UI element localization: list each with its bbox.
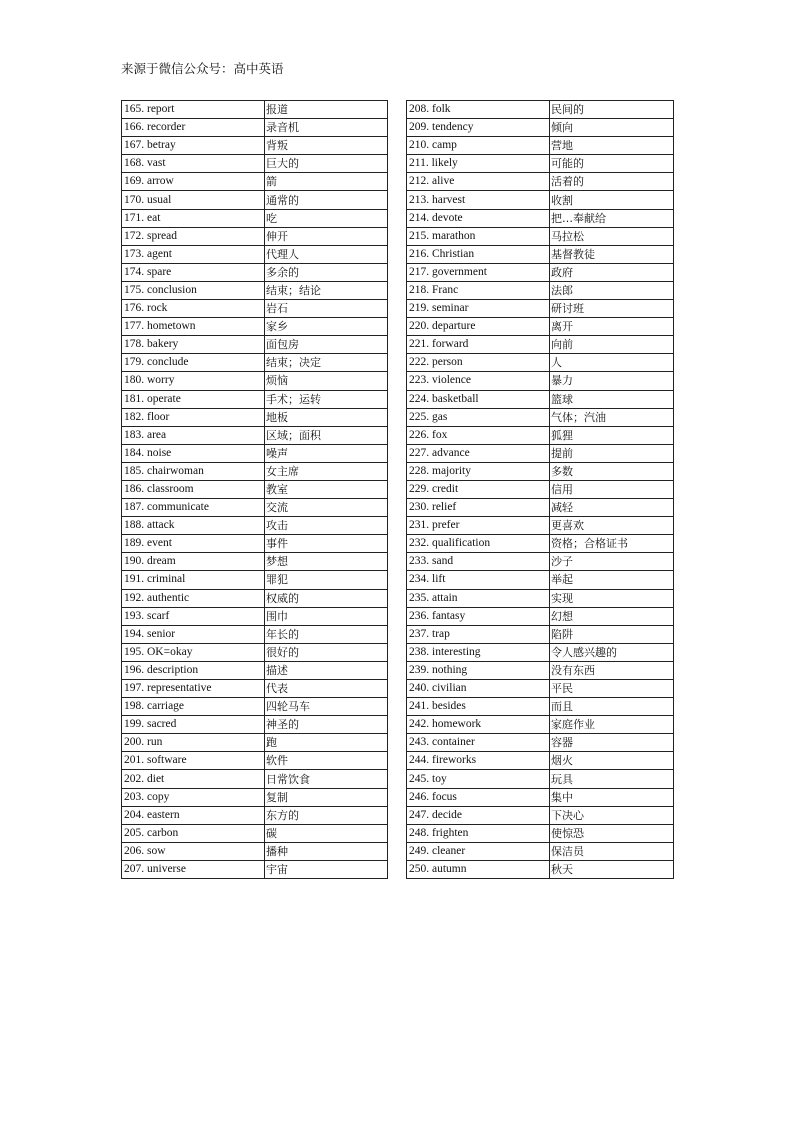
word-cell: 241. besides <box>407 698 550 716</box>
word-cell: 194. senior <box>122 625 265 643</box>
word-cell: 193. scarf <box>122 607 265 625</box>
meaning-cell: 多数 <box>550 462 674 480</box>
table-row <box>407 281 674 299</box>
table-row <box>122 842 388 860</box>
table-row <box>407 698 674 716</box>
table-row <box>407 716 674 734</box>
table-row <box>407 770 674 788</box>
meaning-cell: 民间的 <box>550 101 674 119</box>
word-cell: 196. description <box>122 661 265 679</box>
meaning-cell: 资格；合格证书 <box>550 535 674 553</box>
meaning-cell: 噪声 <box>265 444 388 462</box>
meaning-cell: 举起 <box>550 571 674 589</box>
table-row <box>407 101 674 119</box>
word-cell: 207. universe <box>122 860 265 878</box>
meaning-cell: 减轻 <box>550 499 674 517</box>
meaning-cell: 沙子 <box>550 553 674 571</box>
table-row <box>122 155 388 173</box>
word-cell: 239. nothing <box>407 661 550 679</box>
meaning-cell: 罪犯 <box>265 571 388 589</box>
table-row <box>407 318 674 336</box>
table-row <box>407 824 674 842</box>
word-cell: 206. sow <box>122 842 265 860</box>
table-row <box>407 625 674 643</box>
table-row <box>407 752 674 770</box>
word-cell: 248. frighten <box>407 824 550 842</box>
meaning-cell: 碳 <box>265 824 388 842</box>
meaning-cell: 事件 <box>265 535 388 553</box>
table-row <box>407 462 674 480</box>
meaning-cell: 岩石 <box>265 300 388 318</box>
table-row <box>407 408 674 426</box>
table-row <box>122 716 388 734</box>
word-cell: 242. homework <box>407 716 550 734</box>
word-cell: 176. rock <box>122 300 265 318</box>
word-cell: 166. recorder <box>122 119 265 137</box>
table-row <box>122 245 388 263</box>
word-cell: 188. attack <box>122 517 265 535</box>
table-row <box>407 480 674 498</box>
meaning-cell: 背叛 <box>265 137 388 155</box>
meaning-cell: 家庭作业 <box>550 716 674 734</box>
meaning-cell: 陷阱 <box>550 625 674 643</box>
table-row <box>122 101 388 119</box>
table-row <box>122 281 388 299</box>
word-cell: 237. trap <box>407 625 550 643</box>
word-cell: 216. Christian <box>407 245 550 263</box>
word-cell: 201. software <box>122 752 265 770</box>
word-cell: 240. civilian <box>407 680 550 698</box>
table-row <box>407 336 674 354</box>
meaning-cell: 令人感兴趣的 <box>550 643 674 661</box>
meaning-cell: 权威的 <box>265 589 388 607</box>
table-row <box>407 300 674 318</box>
table-row <box>122 535 388 553</box>
table-row <box>407 137 674 155</box>
meaning-cell: 跑 <box>265 734 388 752</box>
table-row <box>407 372 674 390</box>
word-cell: 209. tendency <box>407 119 550 137</box>
word-cell: 247. decide <box>407 806 550 824</box>
table-row <box>122 589 388 607</box>
word-cell: 229. credit <box>407 480 550 498</box>
table-row <box>407 842 674 860</box>
table-row <box>122 173 388 191</box>
meaning-cell: 容器 <box>550 734 674 752</box>
table-row <box>407 571 674 589</box>
meaning-cell: 没有东西 <box>550 661 674 679</box>
meaning-cell: 家乡 <box>265 318 388 336</box>
table-row <box>122 462 388 480</box>
meaning-cell: 伸开 <box>265 227 388 245</box>
table-row <box>407 661 674 679</box>
word-cell: 213. harvest <box>407 191 550 209</box>
word-cell: 174. spare <box>122 263 265 281</box>
meaning-cell: 结束；结论 <box>265 281 388 299</box>
table-row <box>122 860 388 878</box>
meaning-cell: 箭 <box>265 173 388 191</box>
meaning-cell: 攻击 <box>265 517 388 535</box>
word-cell: 179. conclude <box>122 354 265 372</box>
word-cell: 199. sacred <box>122 716 265 734</box>
meaning-cell: 马拉松 <box>550 227 674 245</box>
word-cell: 208. folk <box>407 101 550 119</box>
meaning-cell: 很好的 <box>265 643 388 661</box>
meaning-cell: 地板 <box>265 408 388 426</box>
word-cell: 183. area <box>122 426 265 444</box>
word-cell: 249. cleaner <box>407 842 550 860</box>
word-cell: 197. representative <box>122 680 265 698</box>
meaning-cell: 神圣的 <box>265 716 388 734</box>
word-cell: 195. OK=okay <box>122 643 265 661</box>
word-cell: 221. forward <box>407 336 550 354</box>
word-cell: 224. basketball <box>407 390 550 408</box>
table-row <box>122 806 388 824</box>
meaning-cell: 集中 <box>550 788 674 806</box>
word-cell: 191. criminal <box>122 571 265 589</box>
word-cell: 190. dream <box>122 553 265 571</box>
vocab-table-left <box>121 100 388 879</box>
meaning-cell: 暴力 <box>550 372 674 390</box>
meaning-cell: 软件 <box>265 752 388 770</box>
word-cell: 181. operate <box>122 390 265 408</box>
meaning-cell: 代表 <box>265 680 388 698</box>
table-row <box>122 698 388 716</box>
table-row <box>407 680 674 698</box>
table-row <box>407 517 674 535</box>
word-cell: 168. vast <box>122 155 265 173</box>
table-row <box>407 390 674 408</box>
word-cell: 210. camp <box>407 137 550 155</box>
word-cell: 228. majority <box>407 462 550 480</box>
meaning-cell: 基督教徒 <box>550 245 674 263</box>
table-row <box>407 860 674 878</box>
word-cell: 178. bakery <box>122 336 265 354</box>
table-row <box>122 354 388 372</box>
word-cell: 182. floor <box>122 408 265 426</box>
table-row <box>407 245 674 263</box>
meaning-cell: 倾向 <box>550 119 674 137</box>
meaning-cell: 描述 <box>265 661 388 679</box>
word-cell: 192. authentic <box>122 589 265 607</box>
vocab-table-left-body <box>122 101 388 879</box>
meaning-cell: 而且 <box>550 698 674 716</box>
meaning-cell: 提前 <box>550 444 674 462</box>
word-cell: 171. eat <box>122 209 265 227</box>
meaning-cell: 报道 <box>265 101 388 119</box>
meaning-cell: 狐狸 <box>550 426 674 444</box>
table-row <box>407 589 674 607</box>
meaning-cell: 面包房 <box>265 336 388 354</box>
meaning-cell: 人 <box>550 354 674 372</box>
meaning-cell: 区域；面积 <box>265 426 388 444</box>
meaning-cell: 篮球 <box>550 390 674 408</box>
meaning-cell: 法郎 <box>550 281 674 299</box>
table-row <box>407 426 674 444</box>
meaning-cell: 下决心 <box>550 806 674 824</box>
source-header: 来源于微信公众号：高中英语 <box>121 61 284 76</box>
word-cell: 220. departure <box>407 318 550 336</box>
table-row <box>407 734 674 752</box>
word-cell: 172. spread <box>122 227 265 245</box>
word-cell: 215. marathon <box>407 227 550 245</box>
table-row <box>407 155 674 173</box>
table-row <box>122 263 388 281</box>
word-cell: 233. sand <box>407 553 550 571</box>
meaning-cell: 录音机 <box>265 119 388 137</box>
meaning-cell: 营地 <box>550 137 674 155</box>
table-row <box>407 535 674 553</box>
table-row <box>122 336 388 354</box>
table-row <box>122 372 388 390</box>
word-cell: 214. devote <box>407 209 550 227</box>
table-row <box>122 227 388 245</box>
word-cell: 177. hometown <box>122 318 265 336</box>
word-cell: 187. communicate <box>122 499 265 517</box>
meaning-cell: 研讨班 <box>550 300 674 318</box>
meaning-cell: 梦想 <box>265 553 388 571</box>
table-row <box>407 444 674 462</box>
meaning-cell: 更喜欢 <box>550 517 674 535</box>
word-cell: 173. agent <box>122 245 265 263</box>
word-cell: 250. autumn <box>407 860 550 878</box>
meaning-cell: 年长的 <box>265 625 388 643</box>
meaning-cell: 通常的 <box>265 191 388 209</box>
meaning-cell: 宇宙 <box>265 860 388 878</box>
meaning-cell: 播种 <box>265 842 388 860</box>
meaning-cell: 保洁员 <box>550 842 674 860</box>
table-row <box>122 824 388 842</box>
word-cell: 236. fantasy <box>407 607 550 625</box>
table-row <box>122 191 388 209</box>
meaning-cell: 四轮马车 <box>265 698 388 716</box>
word-cell: 234. lift <box>407 571 550 589</box>
table-row <box>122 553 388 571</box>
word-cell: 231. prefer <box>407 517 550 535</box>
table-row <box>122 119 388 137</box>
vocab-table-right <box>406 100 674 879</box>
table-row <box>122 137 388 155</box>
word-cell: 211. likely <box>407 155 550 173</box>
word-cell: 184. noise <box>122 444 265 462</box>
table-row <box>407 263 674 281</box>
word-cell: 200. run <box>122 734 265 752</box>
word-cell: 205. carbon <box>122 824 265 842</box>
word-cell: 202. diet <box>122 770 265 788</box>
word-cell: 198. carriage <box>122 698 265 716</box>
table-row <box>122 770 388 788</box>
word-cell: 218. Franc <box>407 281 550 299</box>
meaning-cell: 收割 <box>550 191 674 209</box>
word-cell: 226. fox <box>407 426 550 444</box>
meaning-cell: 烟火 <box>550 752 674 770</box>
table-row <box>407 806 674 824</box>
meaning-cell: 复制 <box>265 788 388 806</box>
word-cell: 204. eastern <box>122 806 265 824</box>
word-cell: 225. gas <box>407 408 550 426</box>
meaning-cell: 教室 <box>265 480 388 498</box>
table-row <box>122 734 388 752</box>
meaning-cell: 代理人 <box>265 245 388 263</box>
table-row <box>407 499 674 517</box>
word-cell: 245. toy <box>407 770 550 788</box>
table-row <box>122 643 388 661</box>
word-cell: 175. conclusion <box>122 281 265 299</box>
word-cell: 212. alive <box>407 173 550 191</box>
meaning-cell: 巨大的 <box>265 155 388 173</box>
meaning-cell: 交流 <box>265 499 388 517</box>
table-row <box>122 444 388 462</box>
word-cell: 203. copy <box>122 788 265 806</box>
table-row <box>407 173 674 191</box>
word-cell: 222. person <box>407 354 550 372</box>
meaning-cell: 政府 <box>550 263 674 281</box>
word-cell: 186. classroom <box>122 480 265 498</box>
meaning-cell: 向前 <box>550 336 674 354</box>
meaning-cell: 使惊恐 <box>550 824 674 842</box>
table-row <box>122 408 388 426</box>
table-row <box>407 354 674 372</box>
table-row <box>122 661 388 679</box>
table-row <box>122 300 388 318</box>
word-cell: 169. arrow <box>122 173 265 191</box>
word-cell: 232. qualification <box>407 535 550 553</box>
table-row <box>407 227 674 245</box>
word-cell: 243. container <box>407 734 550 752</box>
table-row <box>122 480 388 498</box>
word-cell: 244. fireworks <box>407 752 550 770</box>
table-row <box>122 571 388 589</box>
table-row <box>122 625 388 643</box>
meaning-cell: 手术；运转 <box>265 390 388 408</box>
meaning-cell: 实现 <box>550 589 674 607</box>
meaning-cell: 吃 <box>265 209 388 227</box>
meaning-cell: 女主席 <box>265 462 388 480</box>
word-cell: 189. event <box>122 535 265 553</box>
meaning-cell: 东方的 <box>265 806 388 824</box>
word-cell: 217. government <box>407 263 550 281</box>
meaning-cell: 烦恼 <box>265 372 388 390</box>
word-cell: 167. betray <box>122 137 265 155</box>
word-cell: 185. chairwoman <box>122 462 265 480</box>
word-cell: 230. relief <box>407 499 550 517</box>
vocab-table-right-body <box>407 101 674 879</box>
word-cell: 238. interesting <box>407 643 550 661</box>
table-row <box>407 607 674 625</box>
word-cell: 165. report <box>122 101 265 119</box>
table-row <box>122 426 388 444</box>
table-row <box>122 318 388 336</box>
table-row <box>407 643 674 661</box>
meaning-cell: 日常饮食 <box>265 770 388 788</box>
meaning-cell: 气体；汽油 <box>550 408 674 426</box>
meaning-cell: 围巾 <box>265 607 388 625</box>
table-row <box>122 788 388 806</box>
meaning-cell: 玩具 <box>550 770 674 788</box>
meaning-cell: 幻想 <box>550 607 674 625</box>
meaning-cell: 结束；决定 <box>265 354 388 372</box>
word-cell: 246. focus <box>407 788 550 806</box>
table-row <box>407 788 674 806</box>
meaning-cell: 多余的 <box>265 263 388 281</box>
table-row <box>407 119 674 137</box>
word-cell: 219. seminar <box>407 300 550 318</box>
word-cell: 180. worry <box>122 372 265 390</box>
word-cell: 170. usual <box>122 191 265 209</box>
word-cell: 235. attain <box>407 589 550 607</box>
table-row <box>122 499 388 517</box>
table-row <box>407 209 674 227</box>
table-row <box>407 191 674 209</box>
meaning-cell: 平民 <box>550 680 674 698</box>
table-row <box>407 553 674 571</box>
meaning-cell: 秋天 <box>550 860 674 878</box>
meaning-cell: 把…奉献给 <box>550 209 674 227</box>
table-row <box>122 390 388 408</box>
word-cell: 227. advance <box>407 444 550 462</box>
meaning-cell: 信用 <box>550 480 674 498</box>
meaning-cell: 离开 <box>550 318 674 336</box>
table-row <box>122 209 388 227</box>
table-row <box>122 607 388 625</box>
table-row <box>122 752 388 770</box>
word-cell: 223. violence <box>407 372 550 390</box>
table-row <box>122 517 388 535</box>
table-row <box>122 680 388 698</box>
meaning-cell: 活着的 <box>550 173 674 191</box>
meaning-cell: 可能的 <box>550 155 674 173</box>
